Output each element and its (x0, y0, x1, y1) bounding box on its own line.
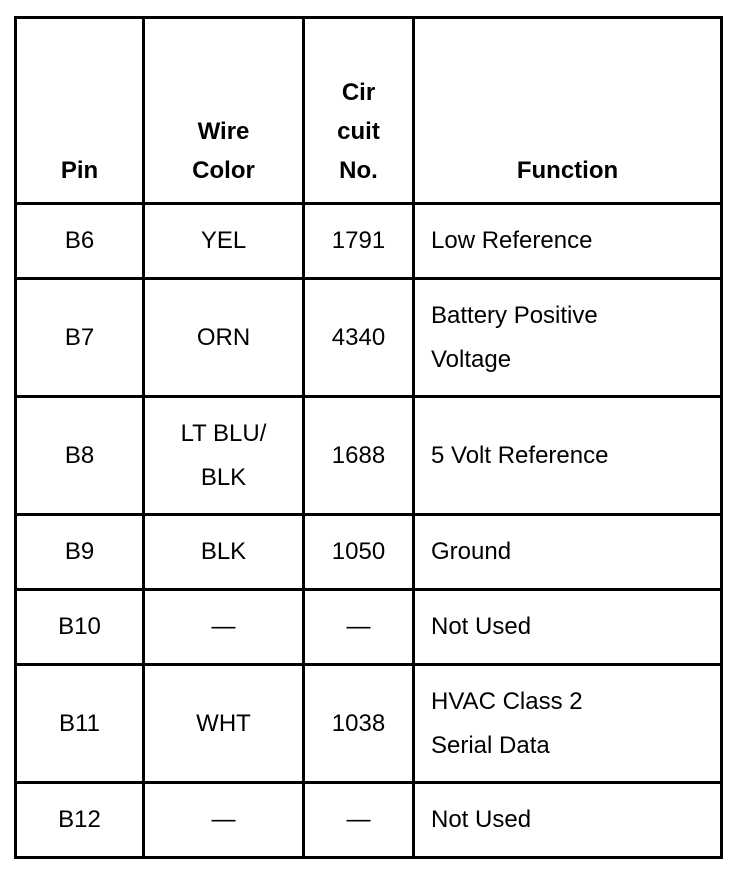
wire-color-line: LT BLU/ (180, 419, 267, 447)
circuit-cell: — (304, 783, 414, 858)
table-row (16, 279, 722, 397)
function-line: Ground (431, 538, 512, 565)
function-cell (414, 397, 722, 515)
table-row (16, 590, 722, 665)
function-cell (414, 783, 722, 858)
circuit-cell: 1688 (304, 397, 414, 515)
circuit-cell: 1791 (304, 204, 414, 279)
function-cell (414, 515, 722, 590)
header-wire-color (144, 18, 304, 204)
table-row (16, 515, 722, 590)
wire-color-line: — (211, 613, 236, 640)
function-cell (414, 279, 722, 397)
header-pin (16, 18, 144, 204)
table-row (16, 665, 722, 783)
header-wire-color-line: Wire (197, 118, 250, 145)
wire-color-line: BLK (200, 538, 247, 565)
function-line: 5 Volt Reference (431, 441, 609, 469)
function-line: Battery Positive (431, 301, 598, 329)
wire-color-line: ORN (196, 323, 251, 351)
wire-color-line: BLK (200, 463, 247, 491)
pin-cell: B12 (16, 783, 144, 858)
header-row (16, 18, 722, 204)
header-circuit-line: No. (339, 157, 378, 184)
pin-cell: B7 (16, 279, 144, 397)
circuit-cell: 4340 (304, 279, 414, 397)
table-row (16, 204, 722, 279)
wire-color-cell (144, 665, 304, 783)
wire-color-cell (144, 397, 304, 515)
function-cell (414, 590, 722, 665)
header-circuit-no (304, 18, 414, 204)
pinout-table (14, 16, 723, 859)
wire-color-cell (144, 204, 304, 279)
header-circuit-line: cuit (337, 118, 380, 145)
function-cell (414, 204, 722, 279)
header-function-label: Function (516, 157, 619, 184)
wire-color-line: — (211, 806, 236, 833)
pin-cell: B8 (16, 397, 144, 515)
wire-color-line: YEL (200, 227, 247, 254)
header-pin-label: Pin (60, 157, 99, 184)
function-line: Not Used (431, 806, 532, 833)
function-line: Not Used (431, 613, 532, 640)
header-function (414, 18, 722, 204)
circuit-cell: 1050 (304, 515, 414, 590)
header-circuit-line: Cir (341, 79, 376, 106)
wire-color-cell (144, 515, 304, 590)
wire-color-cell (144, 590, 304, 665)
pin-cell: B6 (16, 204, 144, 279)
function-line: Low Reference (431, 227, 593, 254)
function-cell (414, 665, 722, 783)
function-line: HVAC Class 2 (431, 687, 583, 715)
wire-color-line: WHT (196, 709, 251, 737)
pin-cell: B11 (16, 665, 144, 783)
wire-color-cell (144, 783, 304, 858)
circuit-cell: — (304, 590, 414, 665)
table-row (16, 397, 722, 515)
function-line: Voltage (431, 345, 512, 373)
wire-color-cell (144, 279, 304, 397)
function-line: Serial Data (431, 731, 550, 759)
pin-cell: B10 (16, 590, 144, 665)
circuit-cell: 1038 (304, 665, 414, 783)
pin-cell: B9 (16, 515, 144, 590)
table-row (16, 783, 722, 858)
header-wire-color-line: Color (192, 157, 255, 184)
